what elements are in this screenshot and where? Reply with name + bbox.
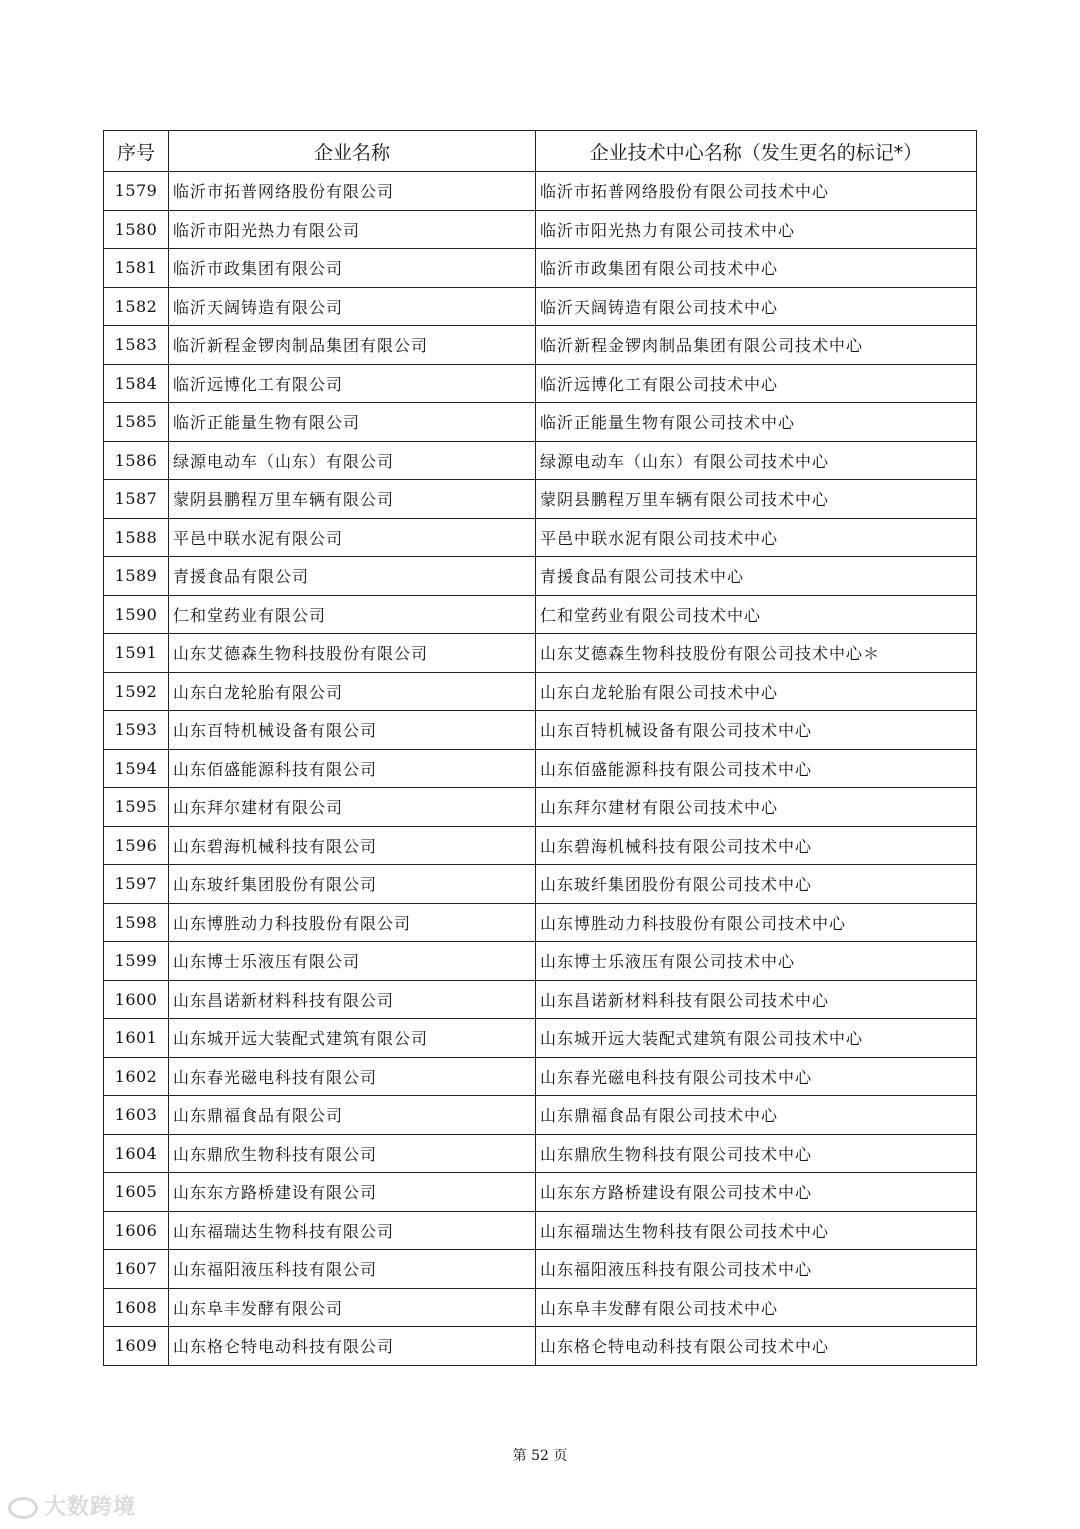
table-row (104, 1250, 977, 1289)
tech-center-name-cell: 山东鼎福食品有限公司技术中心 (536, 1096, 977, 1135)
company-name-cell: 山东鼎福食品有限公司 (169, 1096, 536, 1135)
table-row (104, 249, 977, 288)
company-name-cell: 临沂市拓普网络股份有限公司 (169, 172, 536, 211)
company-name-cell: 山东格仑特电动科技有限公司 (169, 1327, 536, 1366)
serial-no-cell: 1580 (104, 210, 169, 249)
serial-no-cell: 1598 (104, 903, 169, 942)
serial-no-cell: 1597 (104, 865, 169, 904)
table-row (104, 1134, 977, 1173)
company-name-cell: 山东博士乐液压有限公司 (169, 942, 536, 981)
company-table (103, 130, 977, 1366)
company-name-cell: 临沂新程金锣肉制品集团有限公司 (169, 326, 536, 365)
tech-center-name-cell: 临沂新程金锣肉制品集团有限公司技术中心 (536, 326, 977, 365)
serial-no-cell: 1605 (104, 1173, 169, 1212)
serial-no-cell: 1599 (104, 942, 169, 981)
tech-center-name-cell: 青援食品有限公司技术中心 (536, 557, 977, 596)
tech-center-name-cell: 山东博胜动力科技股份有限公司技术中心 (536, 903, 977, 942)
company-name-cell: 山东艾德森生物科技股份有限公司 (169, 634, 536, 673)
tech-center-name-cell: 临沂远博化工有限公司技术中心 (536, 364, 977, 403)
header-serial-no: 序号 (104, 131, 169, 172)
serial-no-cell: 1579 (104, 172, 169, 211)
table-row (104, 1173, 977, 1212)
serial-no-cell: 1584 (104, 364, 169, 403)
table-row (104, 172, 977, 211)
table-row (104, 1327, 977, 1366)
tech-center-name-cell: 山东百特机械设备有限公司技术中心 (536, 711, 977, 750)
tech-center-name-cell: 山东鼎欣生物科技有限公司技术中心 (536, 1134, 977, 1173)
tech-center-name-cell: 山东白龙轮胎有限公司技术中心 (536, 672, 977, 711)
table-row (104, 865, 977, 904)
tech-center-name-cell: 山东碧海机械科技有限公司技术中心 (536, 826, 977, 865)
serial-no-cell: 1595 (104, 788, 169, 827)
company-name-cell: 山东博胜动力科技股份有限公司 (169, 903, 536, 942)
table-row (104, 210, 977, 249)
company-name-cell: 山东百特机械设备有限公司 (169, 711, 536, 750)
tech-center-name-cell: 山东格仑特电动科技有限公司技术中心 (536, 1327, 977, 1366)
watermark (8, 1490, 136, 1521)
table-header-row (104, 131, 977, 172)
serial-no-cell: 1602 (104, 1057, 169, 1096)
company-name-cell: 山东昌诺新材料科技有限公司 (169, 980, 536, 1019)
company-name-cell: 平邑中联水泥有限公司 (169, 518, 536, 557)
company-name-cell: 山东碧海机械科技有限公司 (169, 826, 536, 865)
serial-no-cell: 1601 (104, 1019, 169, 1058)
company-name-cell: 临沂正能量生物有限公司 (169, 403, 536, 442)
table-row (104, 1057, 977, 1096)
serial-no-cell: 1590 (104, 595, 169, 634)
company-name-cell: 山东阜丰发酵有限公司 (169, 1288, 536, 1327)
serial-no-cell: 1587 (104, 480, 169, 519)
company-name-cell: 山东白龙轮胎有限公司 (169, 672, 536, 711)
serial-no-cell: 1606 (104, 1211, 169, 1250)
logo-icon (8, 1497, 38, 1519)
tech-center-name-cell: 山东福瑞达生物科技有限公司技术中心 (536, 1211, 977, 1250)
table-row (104, 480, 977, 519)
company-name-cell: 山东城开远大装配式建筑有限公司 (169, 1019, 536, 1058)
company-name-cell: 山东东方路桥建设有限公司 (169, 1173, 536, 1212)
tech-center-name-cell: 山东福阳液压科技有限公司技术中心 (536, 1250, 977, 1289)
table-row (104, 557, 977, 596)
serial-no-cell: 1581 (104, 249, 169, 288)
serial-no-cell: 1604 (104, 1134, 169, 1173)
tech-center-name-cell: 山东阜丰发酵有限公司技术中心 (536, 1288, 977, 1327)
tech-center-name-cell: 山东艾德森生物科技股份有限公司技术中心＊ (536, 634, 977, 673)
tech-center-name-cell: 山东佰盛能源科技有限公司技术中心 (536, 749, 977, 788)
tech-center-name-cell: 平邑中联水泥有限公司技术中心 (536, 518, 977, 557)
serial-no-cell: 1591 (104, 634, 169, 673)
company-name-cell: 青援食品有限公司 (169, 557, 536, 596)
table-row (104, 1096, 977, 1135)
table-row (104, 1288, 977, 1327)
table-row (104, 595, 977, 634)
company-name-cell: 山东春光磁电科技有限公司 (169, 1057, 536, 1096)
tech-center-name-cell: 临沂市拓普网络股份有限公司技术中心 (536, 172, 977, 211)
serial-no-cell: 1594 (104, 749, 169, 788)
tech-center-name-cell: 临沂市政集团有限公司技术中心 (536, 249, 977, 288)
header-company-name: 企业名称 (169, 131, 536, 172)
company-name-cell: 临沂市政集团有限公司 (169, 249, 536, 288)
table-row (104, 287, 977, 326)
table-row (104, 826, 977, 865)
company-name-cell: 山东拜尔建材有限公司 (169, 788, 536, 827)
table-row (104, 1019, 977, 1058)
company-name-cell: 山东玻纤集团股份有限公司 (169, 865, 536, 904)
tech-center-name-cell: 山东东方路桥建设有限公司技术中心 (536, 1173, 977, 1212)
serial-no-cell: 1607 (104, 1250, 169, 1289)
company-name-cell: 绿源电动车（山东）有限公司 (169, 441, 536, 480)
tech-center-name-cell: 临沂天阔铸造有限公司技术中心 (536, 287, 977, 326)
serial-no-cell: 1583 (104, 326, 169, 365)
serial-no-cell: 1609 (104, 1327, 169, 1366)
serial-no-cell: 1608 (104, 1288, 169, 1327)
company-name-cell: 临沂市阳光热力有限公司 (169, 210, 536, 249)
tech-center-name-cell: 山东玻纤集团股份有限公司技术中心 (536, 865, 977, 904)
tech-center-name-cell: 仁和堂药业有限公司技术中心 (536, 595, 977, 634)
table-row (104, 441, 977, 480)
company-name-cell: 临沂远博化工有限公司 (169, 364, 536, 403)
company-name-cell: 临沂天阔铸造有限公司 (169, 287, 536, 326)
serial-no-cell: 1589 (104, 557, 169, 596)
serial-no-cell: 1593 (104, 711, 169, 750)
serial-no-cell: 1596 (104, 826, 169, 865)
table-row (104, 634, 977, 673)
tech-center-name-cell: 山东博士乐液压有限公司技术中心 (536, 942, 977, 981)
header-tech-center-name: 企业技术中心名称（发生更名的标记*） (536, 131, 977, 172)
company-name-cell: 蒙阴县鹏程万里车辆有限公司 (169, 480, 536, 519)
serial-no-cell: 1585 (104, 403, 169, 442)
serial-no-cell: 1582 (104, 287, 169, 326)
company-name-cell: 山东佰盛能源科技有限公司 (169, 749, 536, 788)
table-row (104, 364, 977, 403)
tech-center-name-cell: 蒙阴县鹏程万里车辆有限公司技术中心 (536, 480, 977, 519)
serial-no-cell: 1603 (104, 1096, 169, 1135)
company-name-cell: 山东福瑞达生物科技有限公司 (169, 1211, 536, 1250)
table-row (104, 942, 977, 981)
table-row (104, 518, 977, 557)
table-row (104, 903, 977, 942)
tech-center-name-cell: 山东昌诺新材料科技有限公司技术中心 (536, 980, 977, 1019)
serial-no-cell: 1592 (104, 672, 169, 711)
company-name-cell: 山东福阳液压科技有限公司 (169, 1250, 536, 1289)
page-number: 第 52 页 (512, 1448, 568, 1464)
table-row (104, 980, 977, 1019)
table-row (104, 749, 977, 788)
table-row (104, 788, 977, 827)
serial-no-cell: 1588 (104, 518, 169, 557)
table-row (104, 672, 977, 711)
tech-center-name-cell: 山东城开远大装配式建筑有限公司技术中心 (536, 1019, 977, 1058)
company-name-cell: 仁和堂药业有限公司 (169, 595, 536, 634)
tech-center-name-cell: 山东拜尔建材有限公司技术中心 (536, 788, 977, 827)
table-row (104, 326, 977, 365)
serial-no-cell: 1586 (104, 441, 169, 480)
table-row (104, 1211, 977, 1250)
table-row (104, 711, 977, 750)
tech-center-name-cell: 临沂正能量生物有限公司技术中心 (536, 403, 977, 442)
tech-center-name-cell: 绿源电动车（山东）有限公司技术中心 (536, 441, 977, 480)
watermark-text: 大数跨境 (44, 1495, 137, 1520)
tech-center-name-cell: 山东春光磁电科技有限公司技术中心 (536, 1057, 977, 1096)
table-body (104, 172, 977, 1366)
serial-no-cell: 1600 (104, 980, 169, 1019)
table-row (104, 403, 977, 442)
company-name-cell: 山东鼎欣生物科技有限公司 (169, 1134, 536, 1173)
tech-center-name-cell: 临沂市阳光热力有限公司技术中心 (536, 210, 977, 249)
